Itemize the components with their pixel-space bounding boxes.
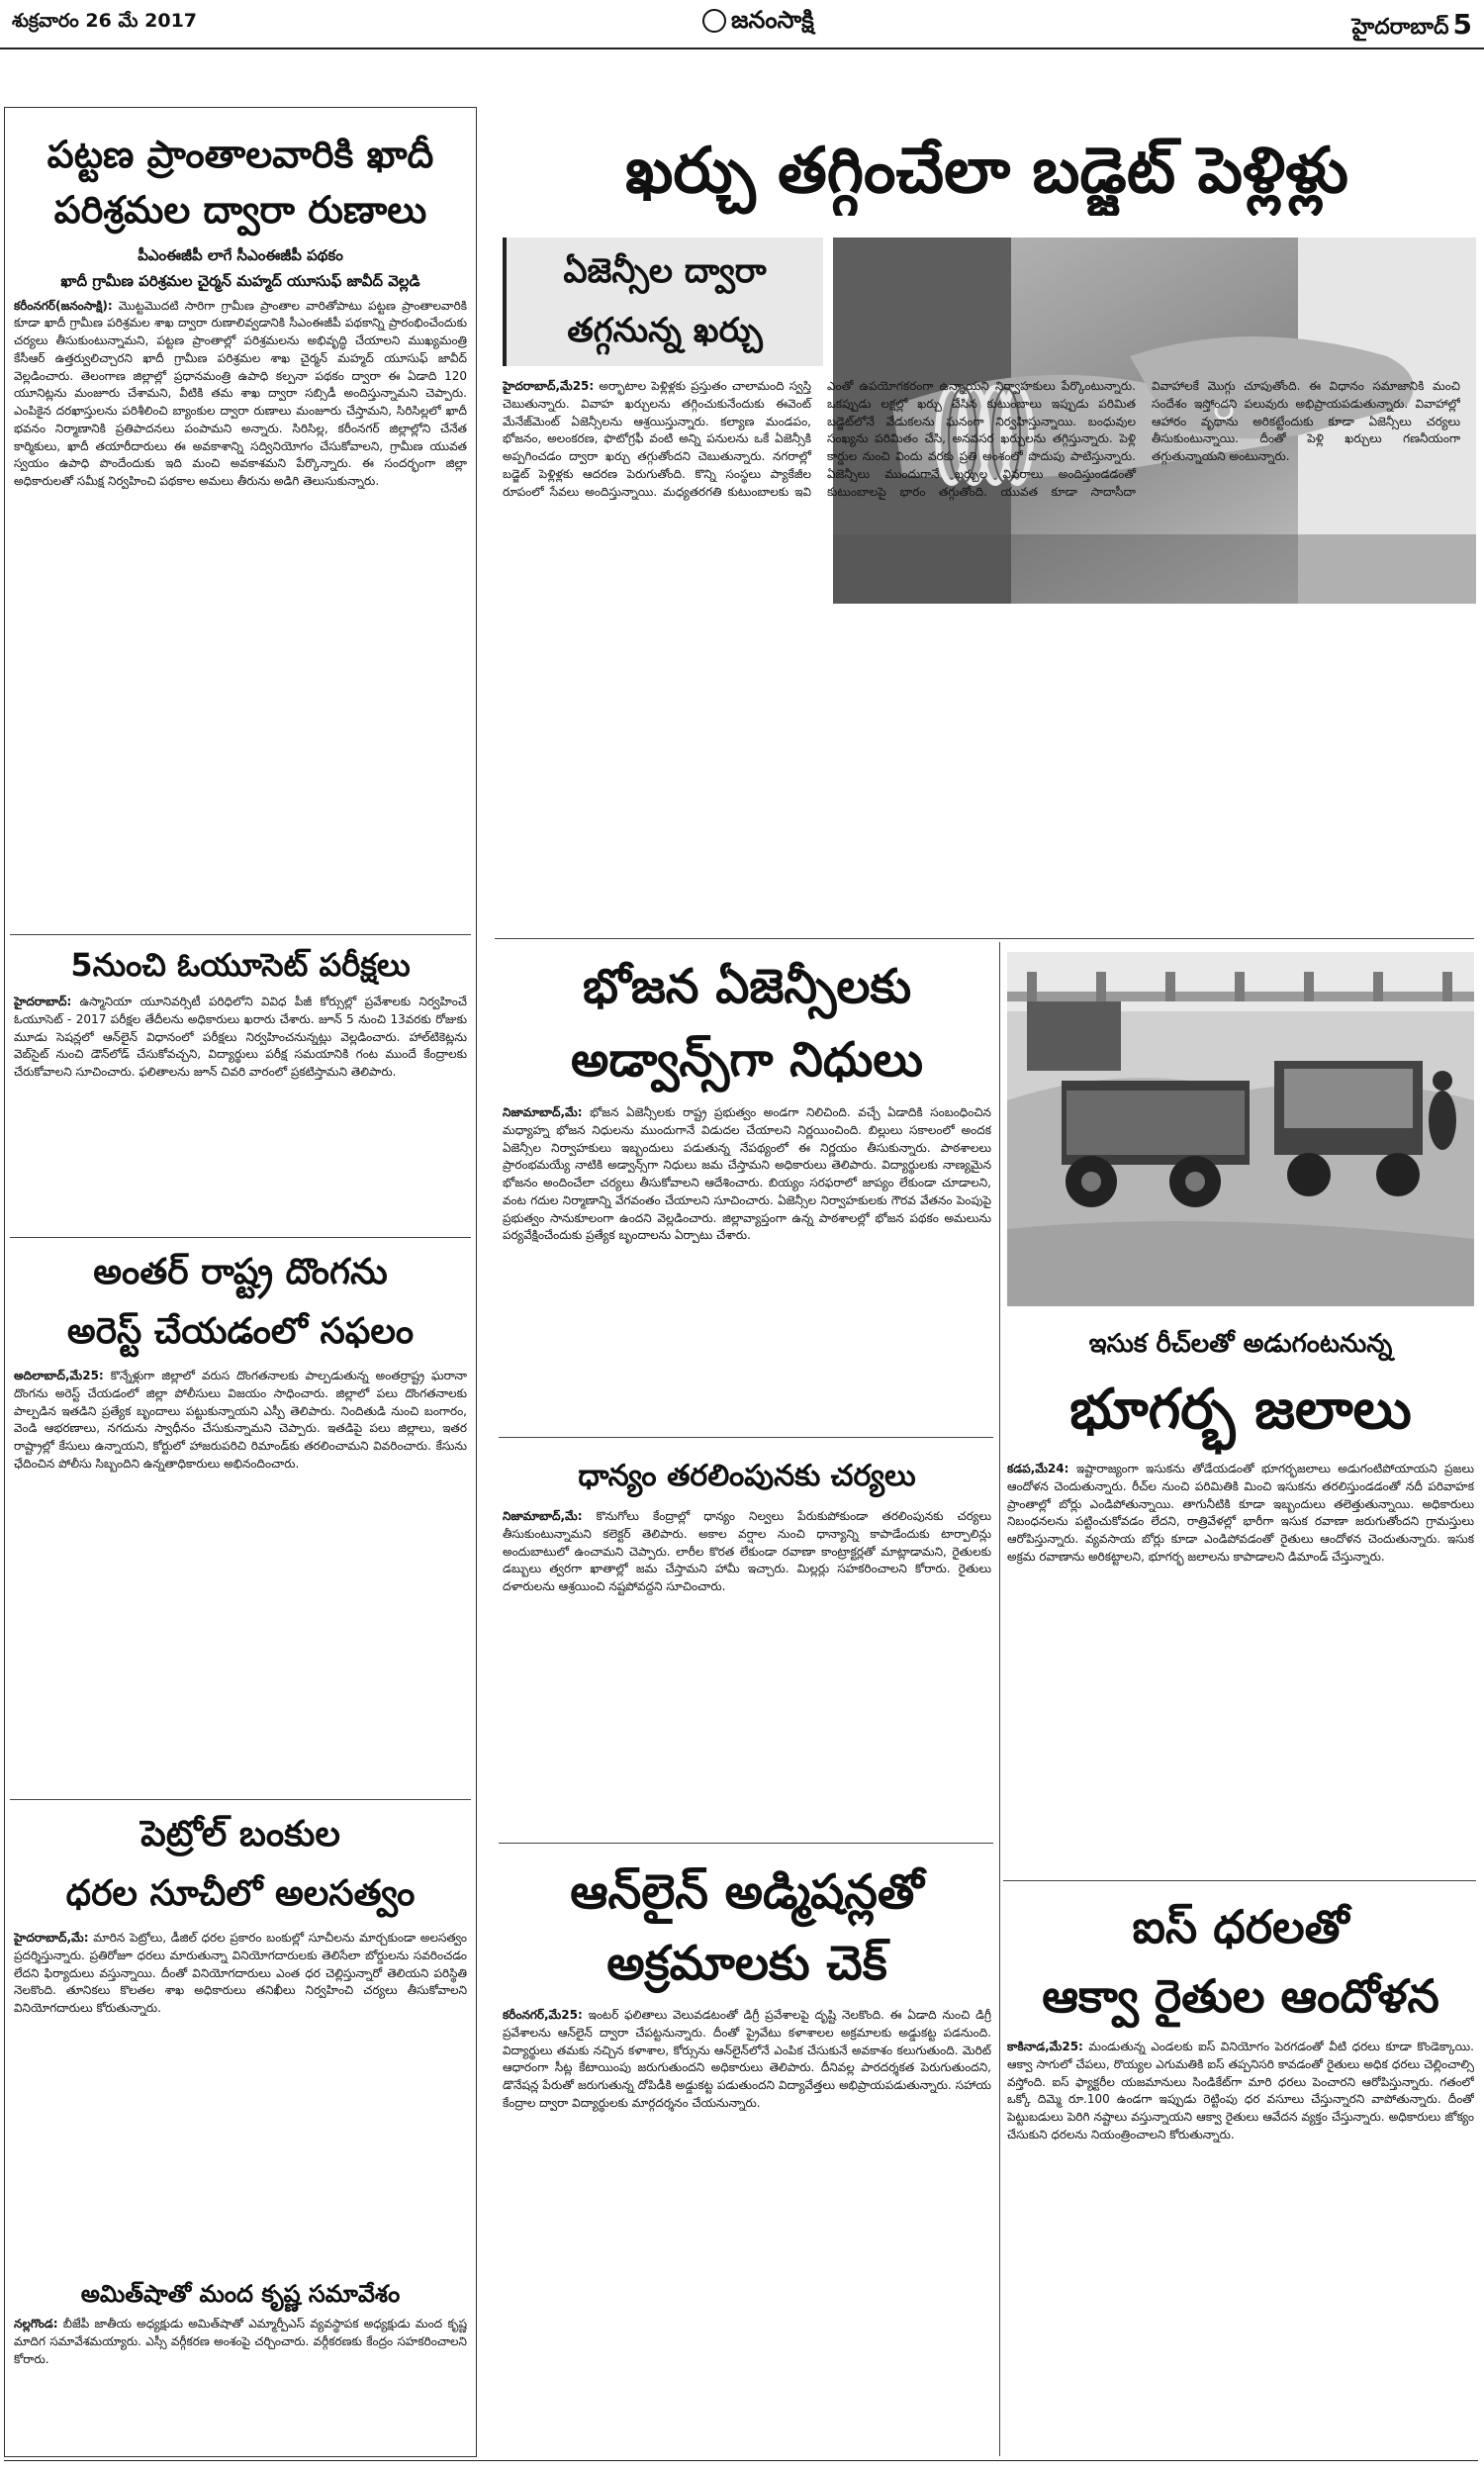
agency-subhead-2: తగ్గనున్న ఖర్చు [567, 311, 763, 350]
masthead [0, 0, 1484, 49]
article-food-headline-1: భోజన ఏజెన్సీలకు [582, 959, 912, 1014]
article-thief-text: కొన్నేళ్లుగా జిల్లాలో వరుస దొంగతనాలకు పాల్పడుతున్న అంతర్రాష్ట్ర ఘరానా దొంగను అరెస్ట్‌ చేయడంలో జిల్లా పోలీసులు విజయం సాధించారు. జిల్లాలో పలు దొంగతనాలకు పాల్పడిన ఇతడిని ప్రత్యేక బృందాలు పట్టుకున్నాయని ఎస్పీ తెలిపారు. నిందితుడి నుంచి బంగారం, వెండి ఆభరణాలు, నగదును స్వాధీనం చేసుకున్నామని చెప్పారు. ఇతడిపై పలు జిల్లాలు, ఇతర రాష్ట్రాల్లో కేసులు ఉన్నాయని, కోర్టులో హాజరుపరిచి రిమాండ్‌కు తరలించామని వివరించారు. కేసును ఛేదించిన పోలీసు సిబ్బందిని ఉన్నతాధికారులు అభినందించారు. [14, 1369, 467, 1471]
article-online-dateline: కరీంనగర్‌,మే25: [503, 2008, 583, 2022]
article-ouset [14, 940, 467, 1237]
article-khadi-body [14, 298, 467, 896]
article-ice-text: మండుతున్న ఎండలకు ఐస్‌ వినియోగం పెరగడంతో వీటి ధరలు కూడా కొండెక్కాయి. ఆక్వా సాగులో చేపలు, రొయ్యల ఎగుమతికి ఐస్‌ తప్పనిసరి కావడంతో రైతులు అధిక ధరలు చెల్లించాల్సి వస్తోంది. ఐస్‌ ఫ్యాక్టరీల యజమానులు సిండికేట్‌గా మారి ధరలు పెంచారని ఆరోపిస్తున్నారు. గతంలో ఒక్కో దిమ్మె రూ.100 ఉండగా ఇప్పుడు రెట్టింపు ధర వసూలు చేస్తున్నారని వాపోతున్నారు. దీంతో పెట్టుబడులు పెరిగి నష్టాలు వస్తున్నాయని ఆక్వా రైతులు ఆవేదన వ్యక్తం చేస్తున్నారు. అధికారులు జోక్యం చేసుకుని ధరలను నియంత్రించాలని కోరుతున్నారు. [1007, 2040, 1474, 2141]
masthead-logo [702, 6, 814, 40]
article-ice-dateline: కాకినాడ,మే25: [1007, 2040, 1083, 2053]
article-online-body [503, 2007, 991, 2452]
agency-subhead-1: ఏజెన్సీల ద్వారా [563, 251, 767, 291]
column-divider [999, 942, 1000, 2456]
divider [10, 1799, 471, 1800]
article-agency-body [503, 378, 1460, 932]
article-online-text: ఇంటర్‌ ఫలితాలు వెలువడటంతో డిగ్రీ ప్రవేశాలపై దృష్టి నెలకొంది. ఈ ఏడాది నుంచి డిగ్రీ ప్రవేశాలను ఆన్‌లైన్‌ ద్వారా చేపట్టనున్నారు. దీంతో ప్రైవేటు కళాశాలల అక్రమాలకు అడ్డుకట్ట పడనుంది. విద్యార్థులు తమకు నచ్చిన కళాశాల, కోర్సును ఆన్‌లైన్‌లోనే ఎంపిక చేసుకునే అవకాశం కలుగుతుంది. మెరిట్‌ ఆధారంగా సీట్ల కేటాయింపు జరుగుతుందని అధికారులు తెలిపారు. దీనివల్ల పారదర్శకత పెరుగుతుందని, డొనేషన్ల పేరుతో జరుగుతున్న దోపిడీకి అడ్డుకట్ట పడుతుందని విద్యావేత్తలు అభిప్రాయపడుతున్నారు. సహాయ కేంద్రాల ద్వారా విద్యార్థులకు మార్గదర్శనం చేయనున్నారు. [503, 2008, 991, 2110]
article-ouset-headline: 5నుంచి ఓయూసెట్ పరీక్షలు [70, 946, 411, 984]
main-headline: ఖర్చు తగ్గించేలా బడ్జెట్ పెళ్లిళ్లు [625, 135, 1348, 208]
article-grain [503, 1449, 991, 1825]
article-khadi [14, 127, 467, 938]
article-khadi-subhead-1: పీఎంఈజీపీ లాగే సీఎంఈజీపీ పథకం [138, 246, 343, 264]
divider [10, 1237, 471, 1238]
article-ouset-dateline: హైదరాబాద్‌: [14, 995, 72, 1008]
masthead-paper-name: జనంసాక్షి [731, 6, 814, 34]
article-food [503, 950, 991, 1435]
page-bottom-rule [4, 2460, 1478, 2461]
article-thief-headline-1: అంతర్ రాష్ట్ర దొంగను [93, 1252, 388, 1292]
article-petrol-text: మారిన పెట్రోలు, డీజిల్‌ ధరల ప్రకారం బంకుల్లో సూచీలను మార్చకుండా అలసత్వం ప్రదర్శిస్తున్నారు. ప్రతిరోజూ ధరలు మారుతున్నా వినియోగదారులకు తెలిసేలా బోర్డులను సవరించడం లేదని ఫిర్యాదులు వస్తున్నాయి. దీంతో వినియోగదారులు ఎంత ధర చెల్లిస్తున్నారో తెలియని పరిస్థితి నెలకొంది. తూనికలు కొలతల శాఖ అధికారులు తనిఖీలు నిర్వహించి చర్యలు తీసుకోవాలని వినియోగదారులు కోరుతున్నారు. [14, 1931, 467, 2015]
article-ouset-body [14, 994, 467, 1229]
article-sand-dateline: కడప,మే24: [1007, 1462, 1069, 1475]
divider [499, 1843, 993, 1844]
divider [1003, 1880, 1476, 1881]
article-thief [14, 1243, 467, 1799]
article-khadi-headline-2: పరిశ్రమల ద్వారా రుణాలు [53, 188, 427, 232]
article-grain-body [503, 1508, 991, 1815]
article-agency-dateline: హైదరాబాద్‌,మే25: [503, 379, 595, 393]
logo-emblem-icon [702, 9, 726, 33]
article-sand-body [1007, 1461, 1474, 1866]
agency-subhead-box [503, 238, 823, 366]
article-ice [1007, 1892, 1474, 2456]
article-grain-text: కొనుగోలు కేంద్రాల్లో ధాన్యం నిల్వలు పేరుకుపోకుండా తరలింపునకు చర్యలు తీసుకుంటున్నామని కలెక్టర్‌ తెలిపారు. అకాల వర్షాల నుంచి ధాన్యాన్ని కాపాడేందుకు టార్పాలిన్లు అందుబాటులో ఉంచామని చెప్పారు. లారీల కొరత లేకుండా రవాణా కాంట్రాక్టర్లతో మాట్లాడామని, రైతులకు డబ్బులు త్వరగా ఖాతాల్లో జమ చేస్తామని హామీ ఇచ్చారు. మిల్లర్లు సహకరించాలని కోరారు. రైతులు దళారులను ఆశ్రయించి నష్టపోవద్దని సూచించారు. [503, 1509, 991, 1593]
article-khadi-subhead-2: ఖాదీ గ్రామీణ పరిశ్రమల చైర్మన్ మహ్మద్ యూసుఫ్ జావీద్ వెల్లడి [60, 272, 420, 291]
article-ice-headline-2: ఆక్వా రైతుల ఆందోళన [1042, 1969, 1439, 2023]
article-online-headline-1: ఆన్‌లైన్ అడ్మిషన్లతో [570, 1864, 924, 1920]
article-grain-dateline: నిజామాబాద్‌,మే: [503, 1509, 583, 1523]
article-ice-headline-1: ఐస్ ధరలతో [1132, 1900, 1349, 1953]
article-thief-dateline: అదిలాబాద్‌,మే25: [14, 1369, 104, 1382]
article-sand-text: ఇష్టారాజ్యంగా ఇసుకను తోడేయడంతో భూగర్భజలాలు అడుగంటిపోయాయని ప్రజలు ఆందోళన చెందుతున్నారు. రీచ్‌ల నుంచి పరిమితికి మించి ఇసుకను తరలిస్తుండడంతో నదీ పరివాహక ప్రాంతాల్లో బోర్లు ఎండిపోతున్నాయి. తాగునీటికి కూడా ఇబ్బందులు తలెత్తుతున్నాయి. అధికారులు నిబంధనలను పట్టించుకోవడం లేదని, రాత్రివేళల్లో భారీగా ఇసుక రవాణా జరుగుతోందని గ్రామస్తులు ఆరోపిస్తున్నారు. వ్యవసాయ బోర్లు కూడా ఎండిపోవడంతో రైతులు ఆందోళన చెందుతున్నారు. ఇసుక అక్రమ రవాణాను అరికట్టాలని, భూగర్భ జలాలను కాపాడాలని డిమాండ్‌ చేస్తున్నారు. [1007, 1462, 1474, 1564]
article-petrol-headline-2: ధరల సూచీలో అలసత్వం [65, 1873, 416, 1914]
article-sand-headline-2: భూగర్భ జలాలు [1069, 1378, 1412, 1442]
article-khadi-dateline: కరీంనగర్‌(జనంసాక్షి): [14, 298, 113, 313]
article-sand-headline-1: ఇసుక రీచ్‌లతో అడుగంటనున్న [1088, 1329, 1393, 1359]
article-sand [1007, 1320, 1474, 1874]
article-amit-headline: అమిత్‌షాతో మంద కృష్ణ సమావేశం [80, 2280, 401, 2308]
article-food-dateline: నిజామాబాద్‌,మే: [503, 1105, 583, 1119]
article-petrol-dateline: హైదరాబాద్‌,మే: [14, 1931, 89, 1945]
masthead-city-name: హైదరాబాద్ [1351, 15, 1449, 40]
article-online-headline-2: అక్రమాలకు చెక్ [606, 1936, 887, 1991]
article-amit-text: బీజేపీ జాతీయ అధ్యక్షుడు అమిత్‌షాతో ఎమ్మార్పీఎస్‌ వ్యవస్థాపక అధ్యక్షుడు మంద కృష్ణ మాదిగ సమావేశమయ్యారు. ఎస్సీ వర్గీకరణ అంశంపై చర్చించారు. వర్గీకరణకు కేంద్రం సహకరించాలని కోరారు. [14, 2317, 467, 2366]
article-petrol-body [14, 1930, 467, 2264]
article-agency-text: అర్భాటాల పెళ్లిళ్లకు ప్రస్తుతం చాలామంది స్వస్తి చెబుతున్నారు. వివాహ ఖర్చులను తగ్గించుకునేందుకు ఈవెంట్‌ మేనేజ్‌మెంట్‌ ఏజెన్సీలను ఆశ్రయిస్తున్నారు. కల్యాణ మండపం, భోజనం, అలంకరణ, ఫొటోగ్రఫీ వంటి అన్ని పనులను ఒకే ఏజెన్సీకి అప్పగించడం ద్వారా ఖర్చు తగ్గుతోందని చెబుతున్నారు. నగరాల్లో బడ్జెట్‌ పెళ్లిళ్లకు ఆదరణ పెరుగుతోంది. కొన్ని సంస్థలు ప్యాకేజీల రూపంలో సేవలు అందిస్తున్నాయి. మధ్యతరగతి కుటుంబాలకు ఇవి ఎంతో ఉపయోగకరంగా ఉన్నాయని నిర్వాహకులు పేర్కొంటున్నారు. ఒకప్పుడు లక్షల్లో ఖర్చు చేసిన కుటుంబాలు ఇప్పుడు పరిమిత బడ్జెట్‌లోనే వేడుకలను ఘనంగా నిర్వహిస్తున్నాయి. బంధువుల సంఖ్యను పరిమితం చేసి, అనవసర ఖర్చులను తగ్గిస్తున్నారు. పెళ్లి కార్డుల నుంచి విందు వరకు ప్రతి అంశంలో పొదుపు పాటిస్తున్నారు. ఏజెన్సీలు ముందుగానే ఖర్చుల వివరాలు అందిస్తుండడంతో కుటుంబాలపై భారం తగ్గుతోంది. యువత కూడా సాదాసీదా వివాహాలకే మొగ్గు చూపుతోంది. ఈ విధానం సమాజానికి మంచి సందేశం ఇస్తోందని పలువురు అభిప్రాయపడుతున్నారు. వివాహాల్లో ఆహారం వృథాను అరికట్టేందుకు కూడా ఏజెన్సీలు చర్యలు తీసుకుంటున్నాయి. దీంతో పెళ్లి ఖర్చులు గణనీయంగా తగ్గుతున్నాయని అంటున్నారు. [503, 379, 1460, 499]
article-grain-headline: ధాన్యం తరలింపునకు చర్యలు [578, 1459, 916, 1493]
article-khadi-text: మొట్టమొదటి సారిగా గ్రామీణ ప్రాంతాల వారితోపాటు పట్టణ ప్రాంతాలవారికి కూడా ఖాదీ గ్రామీణ పరిశ్రమల శాఖ ద్వారా రుణాలివ్వడానికి సీఎంఈజీపీ పథకాన్ని ప్రారంభించేందుకు చర్యలు తీసుకుంటున్నామని, పట్టణ ప్రాంతాల్లో పరిశ్రమలను అభివృద్ధి చేయాలని ముఖ్యమంత్రి కేసీఆర్‌ ఉత్తర్వులిచ్చారని ఖాదీ గ్రామీణ పరిశ్రమల శాఖ చైర్మన్‌ మహ్మద్‌ యూసుఫ్‌ జావీద్‌ వెల్లడించారు. తెలంగాణ జిల్లాల్లో ప్రధానమంత్రి ఉపాధి కల్పనా పథకం ద్వారా ఈ ఏడాది 120 యూనిట్లను మంజూరు చేశామని, వీటికి తమ శాఖ ద్వారా సబ్సిడీ అందిస్తున్నామని చెప్పారు. ఎంపికైన దరఖాస్తులను పరిశీలించి బ్యాంకుల ద్వారా రుణాలు మంజూరు చేస్తామని, సిరిసిల్లలో ఖాదీ భవనం నిర్మాణానికి ప్రతిపాదనలు పంపామని అన్నారు. సిరిసిల్ల, కరీంనగర్‌ జిల్లాల్లోని చేనేత కార్మికులు, ఖాదీ తయారీదారులు ఈ అవకాశాన్ని సద్వినియోగం చేసుకోవాలని, గ్రామీణ యువత స్వయం ఉపాధి పొందేందుకు ఇది మంచి అవకాశమని పేర్కొన్నారు. ఈ సందర్భంగా జిల్లా అధికారులతో సమీక్ష నిర్వహించి పథకాల అమలు తీరును అడిగి తెలుసుకున్నారు. [14, 298, 467, 488]
masthead-city [1352, 8, 1472, 45]
sand-tractor-photo [1007, 952, 1474, 1306]
article-amit [14, 2272, 467, 2450]
article-ouset-text: ఉస్మానియా యూనివర్సిటీ పరిధిలోని వివిధ పీజీ కోర్సుల్లో ప్రవేశాలకు నిర్వహించే ఓయూసెట్‌ - 2017 పరీక్షల తేదీలను అధికారులు ఖరారు చేశారు. జూన్‌ 5 నుంచి 13వరకు రోజుకు మూడు సెషన్లలో ఆన్‌లైన్‌ విధానంలో పరీక్షలు నిర్వహించనున్నట్లు వెల్లడించారు. హాల్‌టికెట్లను వెబ్‌సైట్‌ నుంచి డౌన్‌లోడ్‌ చేసుకోవచ్చని, విద్యార్థులు పరీక్ష సమయానికి గంట ముందే కేంద్రాలకు చేరుకోవాలని సూచించారు. ఫలితాలను జూన్‌ చివరి వారంలో ప్రకటిస్తామని తెలిపారు. [14, 995, 467, 1079]
article-petrol-headline-1: పెట్రోల్ బంకుల [140, 1814, 340, 1855]
article-thief-headline-2: అరెస్ట్ చేయడంలో సఫలం [66, 1311, 415, 1352]
divider [499, 1437, 993, 1438]
article-online [503, 1856, 991, 2454]
divider [10, 934, 471, 935]
article-ice-body [1007, 2039, 1474, 2454]
article-petrol [14, 1805, 467, 2270]
divider [495, 938, 1474, 939]
sand-photo-graphic [1007, 952, 1474, 1306]
article-amit-dateline: నల్లగొండ: [14, 2317, 58, 2331]
article-khadi-headline-1: పట్టణ ప్రాంతాలవారికి ఖాదీ [46, 133, 434, 176]
page-number: 5 [1452, 8, 1472, 41]
article-thief-body [14, 1368, 467, 1793]
masthead-date: శుక్రవారం 26 మే 2017 [12, 10, 198, 32]
article-food-text: భోజన ఏజెన్సీలకు రాష్ట్ర ప్రభుత్వం అండగా నిలిచింది. వచ్చే ఏడాదికి సంబంధించిన మధ్యాహ్న భోజన నిధులను ముందుగానే విడుదల చేయాలని నిర్ణయించింది. బిల్లులు సకాలంలో అందక ఏజెన్సీల నిర్వాహకులు ఇబ్బందులు పడుతున్న నేపథ్యంలో ఈ నిర్ణయం తీసుకున్నారు. పాఠశాలలు ప్రారంభమయ్యే నాటికి అడ్వాన్స్‌గా నిధులు జమ చేస్తామని అధికారులు తెలిపారు. విద్యార్థులకు నాణ్యమైన భోజనం అందించేలా చర్యలు తీసుకోవాలని ఆదేశించారు. బియ్యం సరఫరాలో జాప్యం లేకుండా చూడాలని, వంట గదుల నిర్మాణాన్ని వేగవంతం చేయాలని సూచించారు. ఏజెన్సీల నిర్వాహకులకు గౌరవ వేతనం పెంపుపై ప్రభుత్వం సానుకూలంగా ఉందని వెల్లడించారు. జిల్లావ్యాప్తంగా ఉన్న పాఠశాలల్లో భోజన పథకం అమలును పర్యవేక్షించేందుకు ప్రత్యేక బృందాలను ఏర్పాటు చేశారు. [503, 1105, 991, 1243]
article-food-body [503, 1104, 991, 1421]
article-food-headline-2: అడ్వాన్స్‌గా నిధులు [571, 1032, 923, 1088]
article-amit-body [14, 2316, 467, 2440]
